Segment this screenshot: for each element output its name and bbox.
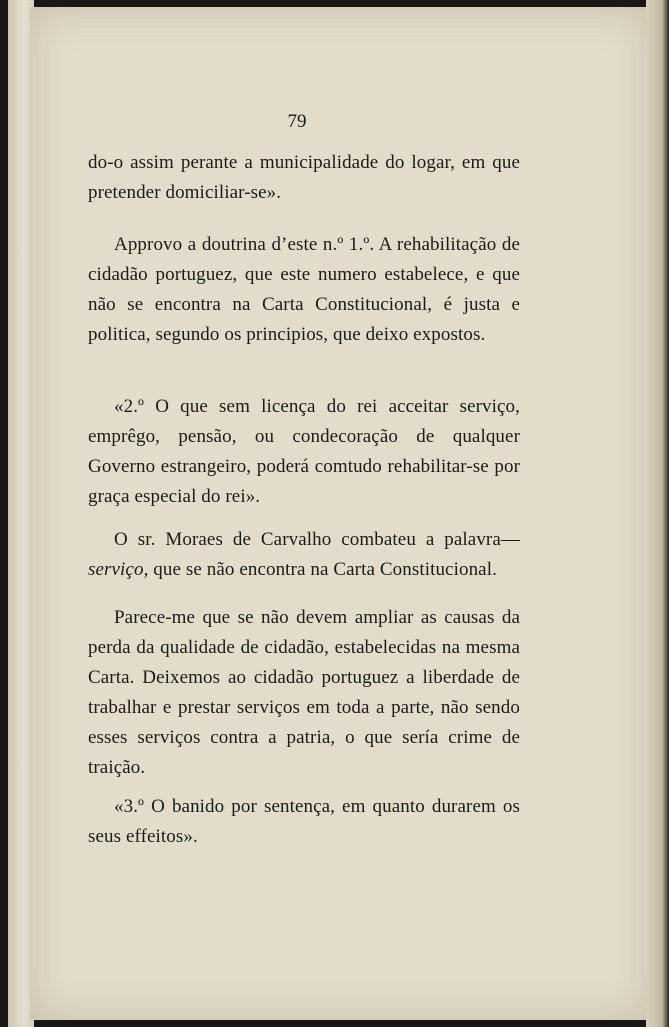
paragraph-5 <box>88 603 520 783</box>
paragraph-4 <box>88 525 520 585</box>
paragraph-6 <box>88 792 520 852</box>
paragraph-text: Approvo a doutrina d’este n.º 1.º. A rehabilitação de cidadão portuguez, que este numero estabelece, e que não se encontra na Carta Constitucional, é justa e politica, segundo os principios, que deixo expostos. <box>88 234 520 345</box>
paragraph-text: do-o assim perante a municipalidade do logar, em que pretender domiciliar-se». <box>88 152 520 203</box>
text-after-italic: que se não encontra na Carta Constitucional. <box>148 559 497 580</box>
page-right-edge <box>646 0 669 1027</box>
paragraph-2 <box>88 230 520 350</box>
paragraph-text: Parece-me que se não devem ampliar as causas da perda da qualidade de cidadão, estabelecidas na mesma Carta. Deixemos ao cidadão portuguez a liberdade de trabalhar e prestar serviços em toda a parte, não sendo esses serviços contra a patria, o que sería crime de traição. <box>88 607 520 778</box>
text-before-italic: O sr. Moraes de Carvalho combateu a palavra— <box>114 529 520 550</box>
paragraph-text: «3.º O banido por sentença, em quanto durarem os seus effeitos». <box>88 796 520 847</box>
paragraph-1 <box>88 148 520 208</box>
page-number: 79 <box>287 111 307 132</box>
paragraph-text: «2.º O que sem licença do rei acceitar serviço, emprêgo, pensão, ou condecoração de qualquer Governo estrangeiro, poderá comtudo rehabilitar-se por graça especial do rei». <box>88 396 520 507</box>
italic-word: serviço, <box>88 559 149 580</box>
paragraph-3 <box>88 392 520 512</box>
paragraph-text <box>88 525 520 585</box>
